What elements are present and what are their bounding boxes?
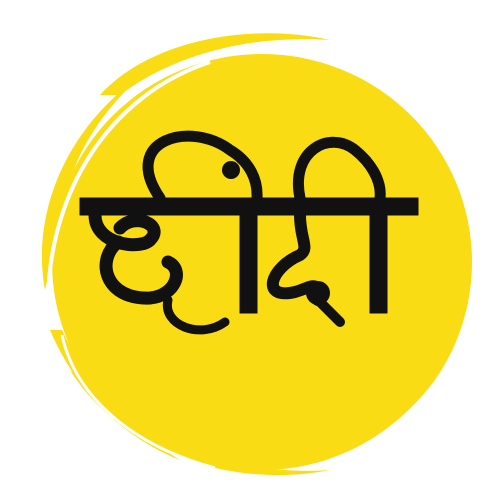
anusvara-dot bbox=[222, 161, 240, 179]
i-matra-stem bbox=[240, 205, 257, 313]
brush-disc bbox=[52, 54, 472, 470]
ii-matra-stem bbox=[370, 205, 387, 313]
